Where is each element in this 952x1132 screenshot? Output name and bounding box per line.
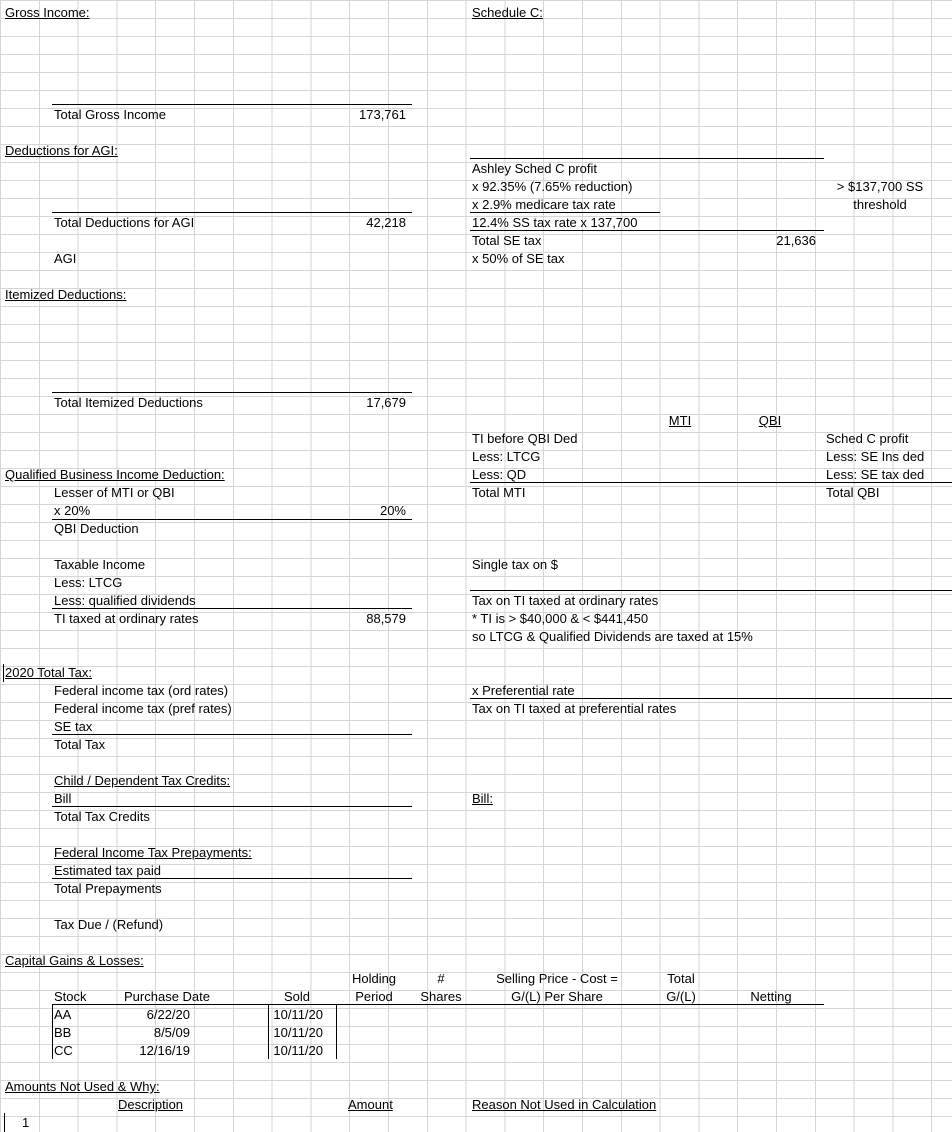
sched-c-row: x 50% of SE tax <box>472 251 565 266</box>
sched-c-row: Ashley Sched C profit <box>472 161 598 176</box>
less-qd-label: Less: qualified dividends <box>54 593 196 608</box>
rule <box>470 590 952 591</box>
rule <box>470 698 952 699</box>
cell-border <box>4 1113 5 1132</box>
tax-on-ti-label: Tax on TI taxed at ordinary rates <box>472 593 659 608</box>
taxable-income-label: Taxable Income <box>54 557 146 572</box>
stock-cell: CC <box>54 1043 73 1058</box>
rule <box>52 734 412 735</box>
mti-row: Less: LTCG <box>472 449 541 464</box>
fed-ord-label: Federal income tax (ord rates) <box>54 683 229 698</box>
sold-cell: 10/11/20 <box>273 1043 323 1058</box>
qbi-row: Less: SE tax ded <box>826 467 925 482</box>
pref-rate-label: x Preferential rate <box>472 683 575 698</box>
gross-income-heading: Gross Income: <box>5 5 90 20</box>
stock-cell: BB <box>54 1025 72 1040</box>
reason-header: Reason Not Used in Calculation <box>472 1097 657 1112</box>
amounts-not-used-heading: Amounts Not Used & Why: <box>5 1079 160 1094</box>
prepayments-heading: Federal Income Tax Prepayments: <box>54 845 252 860</box>
total-itemized-label: Total Itemized Deductions <box>54 395 203 410</box>
mti-header: MTI <box>668 413 692 428</box>
cell-border <box>336 1005 337 1059</box>
rule <box>52 878 412 879</box>
total-gross-income-label: Total Gross Income <box>54 107 166 122</box>
sold-cell: 10/11/20 <box>273 1007 323 1022</box>
sold-header: Sold <box>283 989 310 1004</box>
mti-row: TI before QBI Ded <box>472 431 578 446</box>
mti-row: Total MTI <box>472 485 526 500</box>
qbi-row: Sched C profit <box>826 431 909 446</box>
itemized-deductions-heading: Itemized Deductions: <box>5 287 127 302</box>
qbi-row: Less: SE Ins ded <box>826 449 925 464</box>
qbi-header: QBI <box>758 413 782 428</box>
less-ltcg-label: Less: LTCG <box>54 575 123 590</box>
rule <box>52 608 412 609</box>
description-header: Description <box>118 1097 184 1112</box>
shares-header: # <box>437 971 445 986</box>
total-tax-heading: 2020 Total Tax: <box>5 665 92 680</box>
stock-cell: AA <box>54 1007 72 1022</box>
amount-header: Amount <box>348 1097 393 1112</box>
holding-header: Holding <box>351 971 397 986</box>
child-credits-heading: Child / Dependent Tax Credits: <box>54 773 231 788</box>
estimated-tax-label: Estimated tax paid <box>54 863 161 878</box>
qbi-deduction-label: QBI Deduction <box>54 521 139 536</box>
schedule-c-heading: Schedule C: <box>472 5 543 20</box>
total-itemized-value: 17,679 <box>366 395 406 410</box>
total-gl-header: G/(L) <box>666 989 696 1004</box>
cell-border <box>3 664 4 682</box>
agi-label: AGI <box>54 251 77 266</box>
mti-row: Less: QD <box>472 467 527 482</box>
cell-border <box>52 1005 53 1059</box>
total-se-value: 21,636 <box>776 233 816 248</box>
total-deductions-value: 42,218 <box>366 215 406 230</box>
purchase-date-header: Purchase Date <box>124 989 210 1004</box>
purchase-date-cell: 12/16/19 <box>139 1043 190 1058</box>
lesser-of-label: Lesser of MTI or QBI <box>54 485 175 500</box>
holding-header: Period <box>355 989 393 1004</box>
rule <box>470 158 824 159</box>
deductions-for-agi-heading: Deductions for AGI: <box>5 143 118 158</box>
total-prepayments-label: Total Prepayments <box>54 881 162 896</box>
ltcg-rate-note: so LTCG & Qualified Dividends are taxed at 15% <box>472 629 753 644</box>
ti-ordinary-label: TI taxed at ordinary rates <box>54 611 199 626</box>
rule <box>52 1004 824 1005</box>
rule <box>52 392 412 393</box>
tax-due-label: Tax Due / (Refund) <box>54 917 164 932</box>
total-credits-label: Total Tax Credits <box>54 809 150 824</box>
qbi-row: Total QBI <box>826 485 880 500</box>
stock-header: Stock <box>54 989 87 1004</box>
sched-c-row: x 2.9% medicare tax rate <box>472 197 616 212</box>
sched-c-row: 12.4% SS tax rate x 137,700 <box>472 215 638 230</box>
single-tax-label: Single tax on $ <box>472 557 559 572</box>
row-number: 1 <box>22 1115 30 1130</box>
bill-heading: Bill: <box>472 791 493 806</box>
netting-header: Netting <box>750 989 792 1004</box>
shares-header: Shares <box>420 989 462 1004</box>
purchase-date-cell: 6/22/20 <box>146 1007 190 1022</box>
total-deductions-label: Total Deductions for AGI <box>54 215 195 230</box>
ss-threshold-note: > $137,700 SS <box>836 179 924 194</box>
total-gl-header: Total <box>667 971 695 986</box>
capital-gains-heading: Capital Gains & Losses: <box>5 953 144 968</box>
rule <box>52 104 412 105</box>
gl-per-share-header: G/(L) Per Share <box>511 989 603 1004</box>
x20-label: x 20% <box>54 503 91 518</box>
fed-pref-label: Federal income tax (pref rates) <box>54 701 232 716</box>
ti-ordinary-value: 88,579 <box>366 611 406 626</box>
purchase-date-cell: 8/5/09 <box>153 1025 190 1040</box>
bill-label: Bill <box>54 791 72 806</box>
gl-per-share-header: Selling Price - Cost = <box>496 971 618 986</box>
sched-c-row: Total SE tax <box>472 233 542 248</box>
qbi-heading: Qualified Business Income Deduction: <box>5 467 225 482</box>
sched-c-row: x 92.35% (7.65% reduction) <box>472 179 633 194</box>
rule <box>470 230 824 231</box>
se-tax-label: SE tax <box>54 719 93 734</box>
x20-value: 20% <box>379 503 406 518</box>
ss-threshold-note: threshold <box>853 197 907 212</box>
total-tax-label: Total Tax <box>54 737 106 752</box>
sold-cell: 10/11/20 <box>273 1025 323 1040</box>
ti-range-note: * TI is > $40,000 & < $441,450 <box>472 611 649 626</box>
rule <box>52 212 412 213</box>
tax-pref-label: Tax on TI taxed at preferential rates <box>472 701 677 716</box>
rule <box>52 806 412 807</box>
rule <box>470 212 660 213</box>
total-gross-income-value: 173,761 <box>359 107 406 122</box>
